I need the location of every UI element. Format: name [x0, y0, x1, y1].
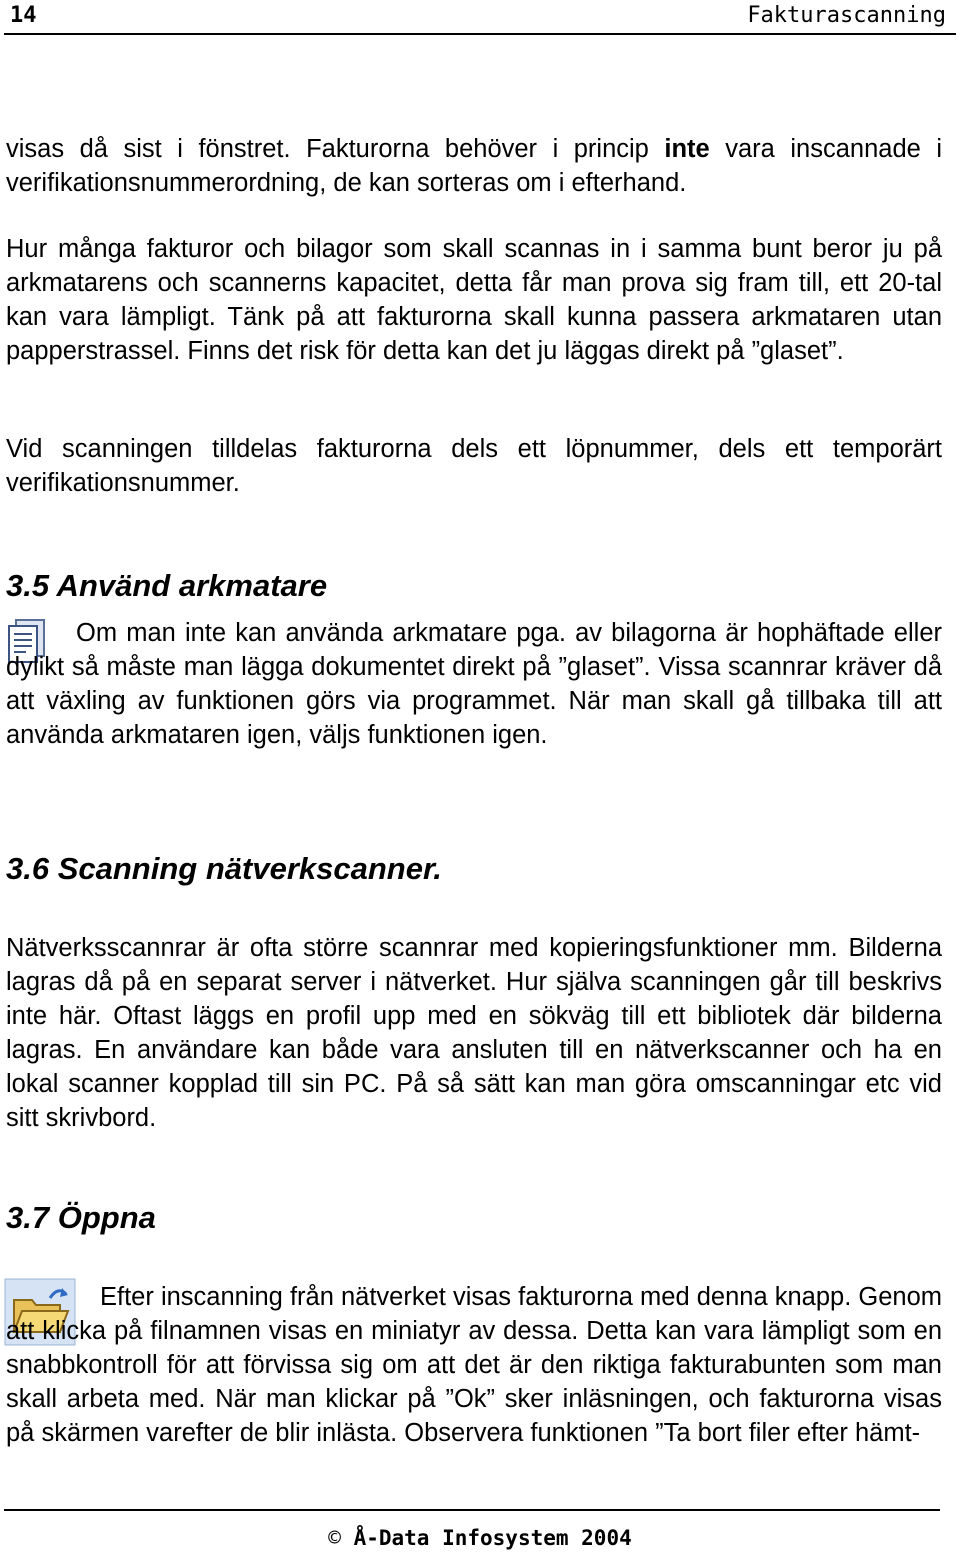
footer-text: Å-Data Infosystem 2004 — [353, 1526, 632, 1550]
footer-divider — [4, 1509, 940, 1511]
running-title: Fakturascanning — [747, 3, 946, 28]
page-header — [4, 0, 956, 35]
paragraph-batch-size: Hur många fakturor och bilagor som skall scannas in i samma bunt beror ju på arkmatarens och scannerns kapacitet, detta får man prova sig fram till, ett 20-tal kan vara lämpligt. Tänk på att fakturorna skall kunna passera arkmataren utan papperstrassel. Finns det risk för detta kan det ju läggas direkt på ”glaset”. — [6, 235, 942, 365]
paragraph-open: Efter inscanning från nätverket visas fakturorna med denna knapp. Genom att klicka på filnamnen visas en miniatyr av dessa. Detta kan vara lämpligt som en snabbkontroll för att förvissa sig om att det är den riktiga fakturabunten som man skall arbeta med. När man klickar på ”Ok” sker inläsningen, och fakturorna visas på skärmen varefter de blir inlästa. Observera funktionen ”Ta bort filer efter hämt- — [6, 1283, 942, 1447]
paragraph-intro — [6, 132, 942, 200]
heading-3-7: 3.7 Öppna — [6, 1200, 156, 1235]
intro-text-end: vara inscannade i verifikationsnummerordning, de kan sorteras om i efterhand. — [6, 135, 942, 197]
page-number: 14 — [10, 3, 37, 28]
paragraph-numbering: Vid scanningen tilldelas fakturorna dels ett löpnummer, dels ett temporärt verifikationsnummer. — [6, 435, 942, 497]
paragraph-sheet-feeder: Om man inte kan använda arkmatare pga. av bilagorna är hophäftade eller dylikt så måste man lägga dokumentet direkt på ”glaset”. Vissa scannrar kräver då att växling av funktionen görs via programmet. När man skall gå tillbaka till att använda arkmataren igen, väljs funktionen igen. — [6, 619, 942, 749]
heading-3-5: 3.5 Använd arkmatare — [6, 568, 328, 603]
intro-text-start: visas då sist i fönstret. Fakturorna behöver i princip — [6, 135, 665, 163]
page-footer — [0, 1526, 960, 1550]
intro-bold-word: inte — [664, 135, 710, 163]
paragraph-network-scanner: Nätverksscannrar är ofta större scannrar med kopieringsfunktioner mm. Bilderna lagras då på en separat server i nätverket. Hur själva scanningen går till beskrivs inte här. Oftast läggs en profil upp med en sökväg till ett bibliotek där bilderna lagras. En användare kan både vara ansluten till en nätverkscanner och ha en lokal scanner kopplad till sin PC. På så sätt kan man göra omscanningar etc vid sitt skrivbord. — [6, 934, 942, 1132]
copyright-symbol: © — [328, 1526, 341, 1550]
heading-3-6: 3.6 Scanning nätverkscanner. — [6, 851, 442, 886]
